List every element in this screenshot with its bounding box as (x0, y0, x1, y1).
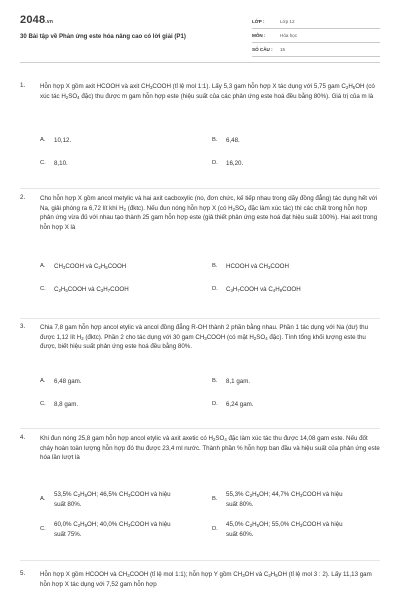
option-text: $C_3H_7COOH$ và $C_4H_9COOH$ (226, 286, 301, 294)
option-text: 60,0% $C_2H_5OH$; 40,0% $CH_3COOH$ và hiệu suất 75%. (54, 521, 171, 538)
option-letter: B. (212, 495, 218, 502)
answer-option-d[interactable] (212, 400, 356, 410)
answer-option-c[interactable] (40, 285, 184, 295)
meta-row-subject (252, 29, 380, 43)
site-logo[interactable]: 2048.vn (20, 14, 54, 26)
option-text: 16,20. (226, 160, 244, 167)
option-text: 8,1 gam. (226, 378, 251, 385)
meta-label: MÔN : (252, 33, 266, 38)
option-letter: D. (212, 525, 218, 532)
answer-option-c[interactable] (40, 400, 184, 410)
option-letter: A. (40, 263, 46, 269)
question-number: 3. (20, 323, 26, 330)
option-letter: C. (40, 401, 46, 407)
answer-option-d[interactable] (212, 159, 356, 169)
question-number: 2. (20, 194, 26, 201)
answer-option-d[interactable] (212, 520, 356, 539)
question-number: 5. (20, 570, 26, 577)
answer-option-b[interactable] (212, 490, 356, 509)
meta-label: SỐ CÂU : (252, 47, 273, 52)
answer-option-c[interactable] (40, 159, 184, 169)
option-letter: A. (40, 378, 46, 384)
option-text: HCOOH và $CH_3COOH$ (226, 263, 289, 271)
option-letter: A. (40, 495, 46, 502)
meta-value: Hóa học (280, 33, 298, 38)
answer-option-c[interactable] (40, 520, 184, 539)
option-letter: B. (212, 263, 218, 269)
answer-option-a[interactable] (40, 490, 184, 509)
question-divider (20, 188, 380, 189)
header-divider (20, 62, 380, 63)
option-text: 6,24 gam. (226, 401, 254, 408)
option-text: 6,48 gam. (54, 378, 82, 385)
option-text: 53,5% $C_2H_5OH$; 46,5% $CH_3COOH$ và hiệu suất 80%. (54, 491, 171, 508)
answer-option-a[interactable] (40, 136, 184, 146)
meta-row-count (252, 43, 380, 57)
option-letter: D. (212, 160, 218, 166)
option-letter: B. (212, 378, 218, 384)
option-text: 8,10. (54, 160, 68, 167)
option-letter: C. (40, 525, 46, 532)
meta-table (252, 15, 380, 57)
answer-option-a[interactable] (40, 262, 184, 272)
option-text: 45,0% $C_2H_5OH$; 55,0% $CH_3COOH$ và hiệu suất 60%. (226, 521, 343, 538)
question-text: Chia 7,8 gam hỗn hợp ancol etylic và ancol đồng đẳng R-OH thành 2 phần bằng nhau. Phần 1 tác dụng với Na (dư) thu được 1,12 lít $H_2$ (đktc). Phần 2 cho tác dụng với 30 gam $CH_3COOH$ (có mặt $H_2SO_4$ đặc). Tính tổng khối lượng este thu được, biết hiệu suất phản ứng este hoá đều bằng 80%. (40, 324, 369, 351)
page-title: 30 Bài tập về Phản ứng este hóa nâng cao có lời giải (P1) (20, 33, 186, 40)
question-divider (20, 560, 380, 561)
answer-option-d[interactable] (212, 285, 356, 295)
option-text: 10,12. (54, 137, 72, 144)
question-text: Khi đun nóng 25,8 gam hỗn hợp ancol etylic và axit axetic có $H_2SO_4$ đặc làm xúc tác thu được 14,08 gam este. Nếu đốt cháy hoàn toàn lượng hỗn hợp đó thu được 23,4 ml nước. Thành phần % hỗn hợp ban đầu và hiệu suất của phản ứng este hóa lần lượt là (40, 435, 380, 462)
meta-value: Lớp 12 (280, 19, 295, 24)
question-text: Hỗn hợp X gồm HCOOH và $CH_3COOH$ (tỉ lệ mol 1:1); hỗn hợp Y gồm $CH_3OH$ và $C_2H_5OH$ (tỉ lệ mol 3 : 2). Lấy 11,13 gam hỗn hợp X tác dụng với 7,52 gam hỗn hợp (40, 571, 372, 588)
option-letter: D. (212, 401, 218, 407)
option-letter: C. (40, 160, 46, 166)
answer-option-b[interactable] (212, 136, 356, 146)
page-header (20, 14, 380, 58)
meta-row-class (252, 15, 380, 29)
question-number: 1. (20, 82, 26, 89)
option-letter: A. (40, 137, 46, 143)
option-text: 55,3% $C_2H_5OH$; 44,7% $CH_3COOH$ và hiệu suất 80%. (226, 491, 343, 508)
answer-option-b[interactable] (212, 377, 356, 387)
option-text: 6,48. (226, 137, 240, 144)
option-text: $CH_3COOH$ và $C_2H_5COOH$ (54, 263, 127, 271)
question-divider (20, 318, 380, 319)
meta-value: 15 (280, 47, 286, 52)
question-number: 4. (20, 434, 26, 441)
option-letter: D. (212, 286, 218, 292)
option-letter: B. (212, 137, 218, 143)
question-text: Cho hỗn hợp X gồm ancol metylic và hai axit cacboxylic (no, đơn chức, kế tiếp nhau trong dãy đồng đẳng) tác dụng hết với Na, giải phóng ra 6,72 lít khí $H_2$ (đktc). Nếu đun nóng hỗn hợp X (có $H_2SO_4$ đặc làm xúc tác) thì các chất trong hỗn hợp phản ứng vừa đủ với nhau tạo thành 25 gam hỗn hợp este (giả thiết phản ứng este hoá đạt hiệu suất 100%). Hai axit trong hỗn hợp X là (40, 195, 378, 231)
question-text: Hỗn hợp X gồm axit HCOOH và axit $CH_3COOH$ (tỉ lệ mol 1:1). Lấy 5,3 gam hỗn hợp X tác dụng với 5,75 gam $C_2H_5OH$ (có xúc tác $H_2SO_4$ đặc) thu được m gam hỗn hợp este (hiệu suất của các phản ứng este hoá đều bằng 80%). Giá trị của m là (40, 83, 375, 100)
answer-option-a[interactable] (40, 377, 184, 387)
option-text: 8,8 gam. (54, 401, 79, 408)
answer-option-b[interactable] (212, 262, 356, 272)
option-letter: C. (40, 286, 46, 292)
meta-label: LỚP : (252, 19, 265, 24)
option-text: $C_2H_5COOH$ và $C_3H_7COOH$ (54, 286, 129, 294)
question-divider (20, 428, 380, 429)
